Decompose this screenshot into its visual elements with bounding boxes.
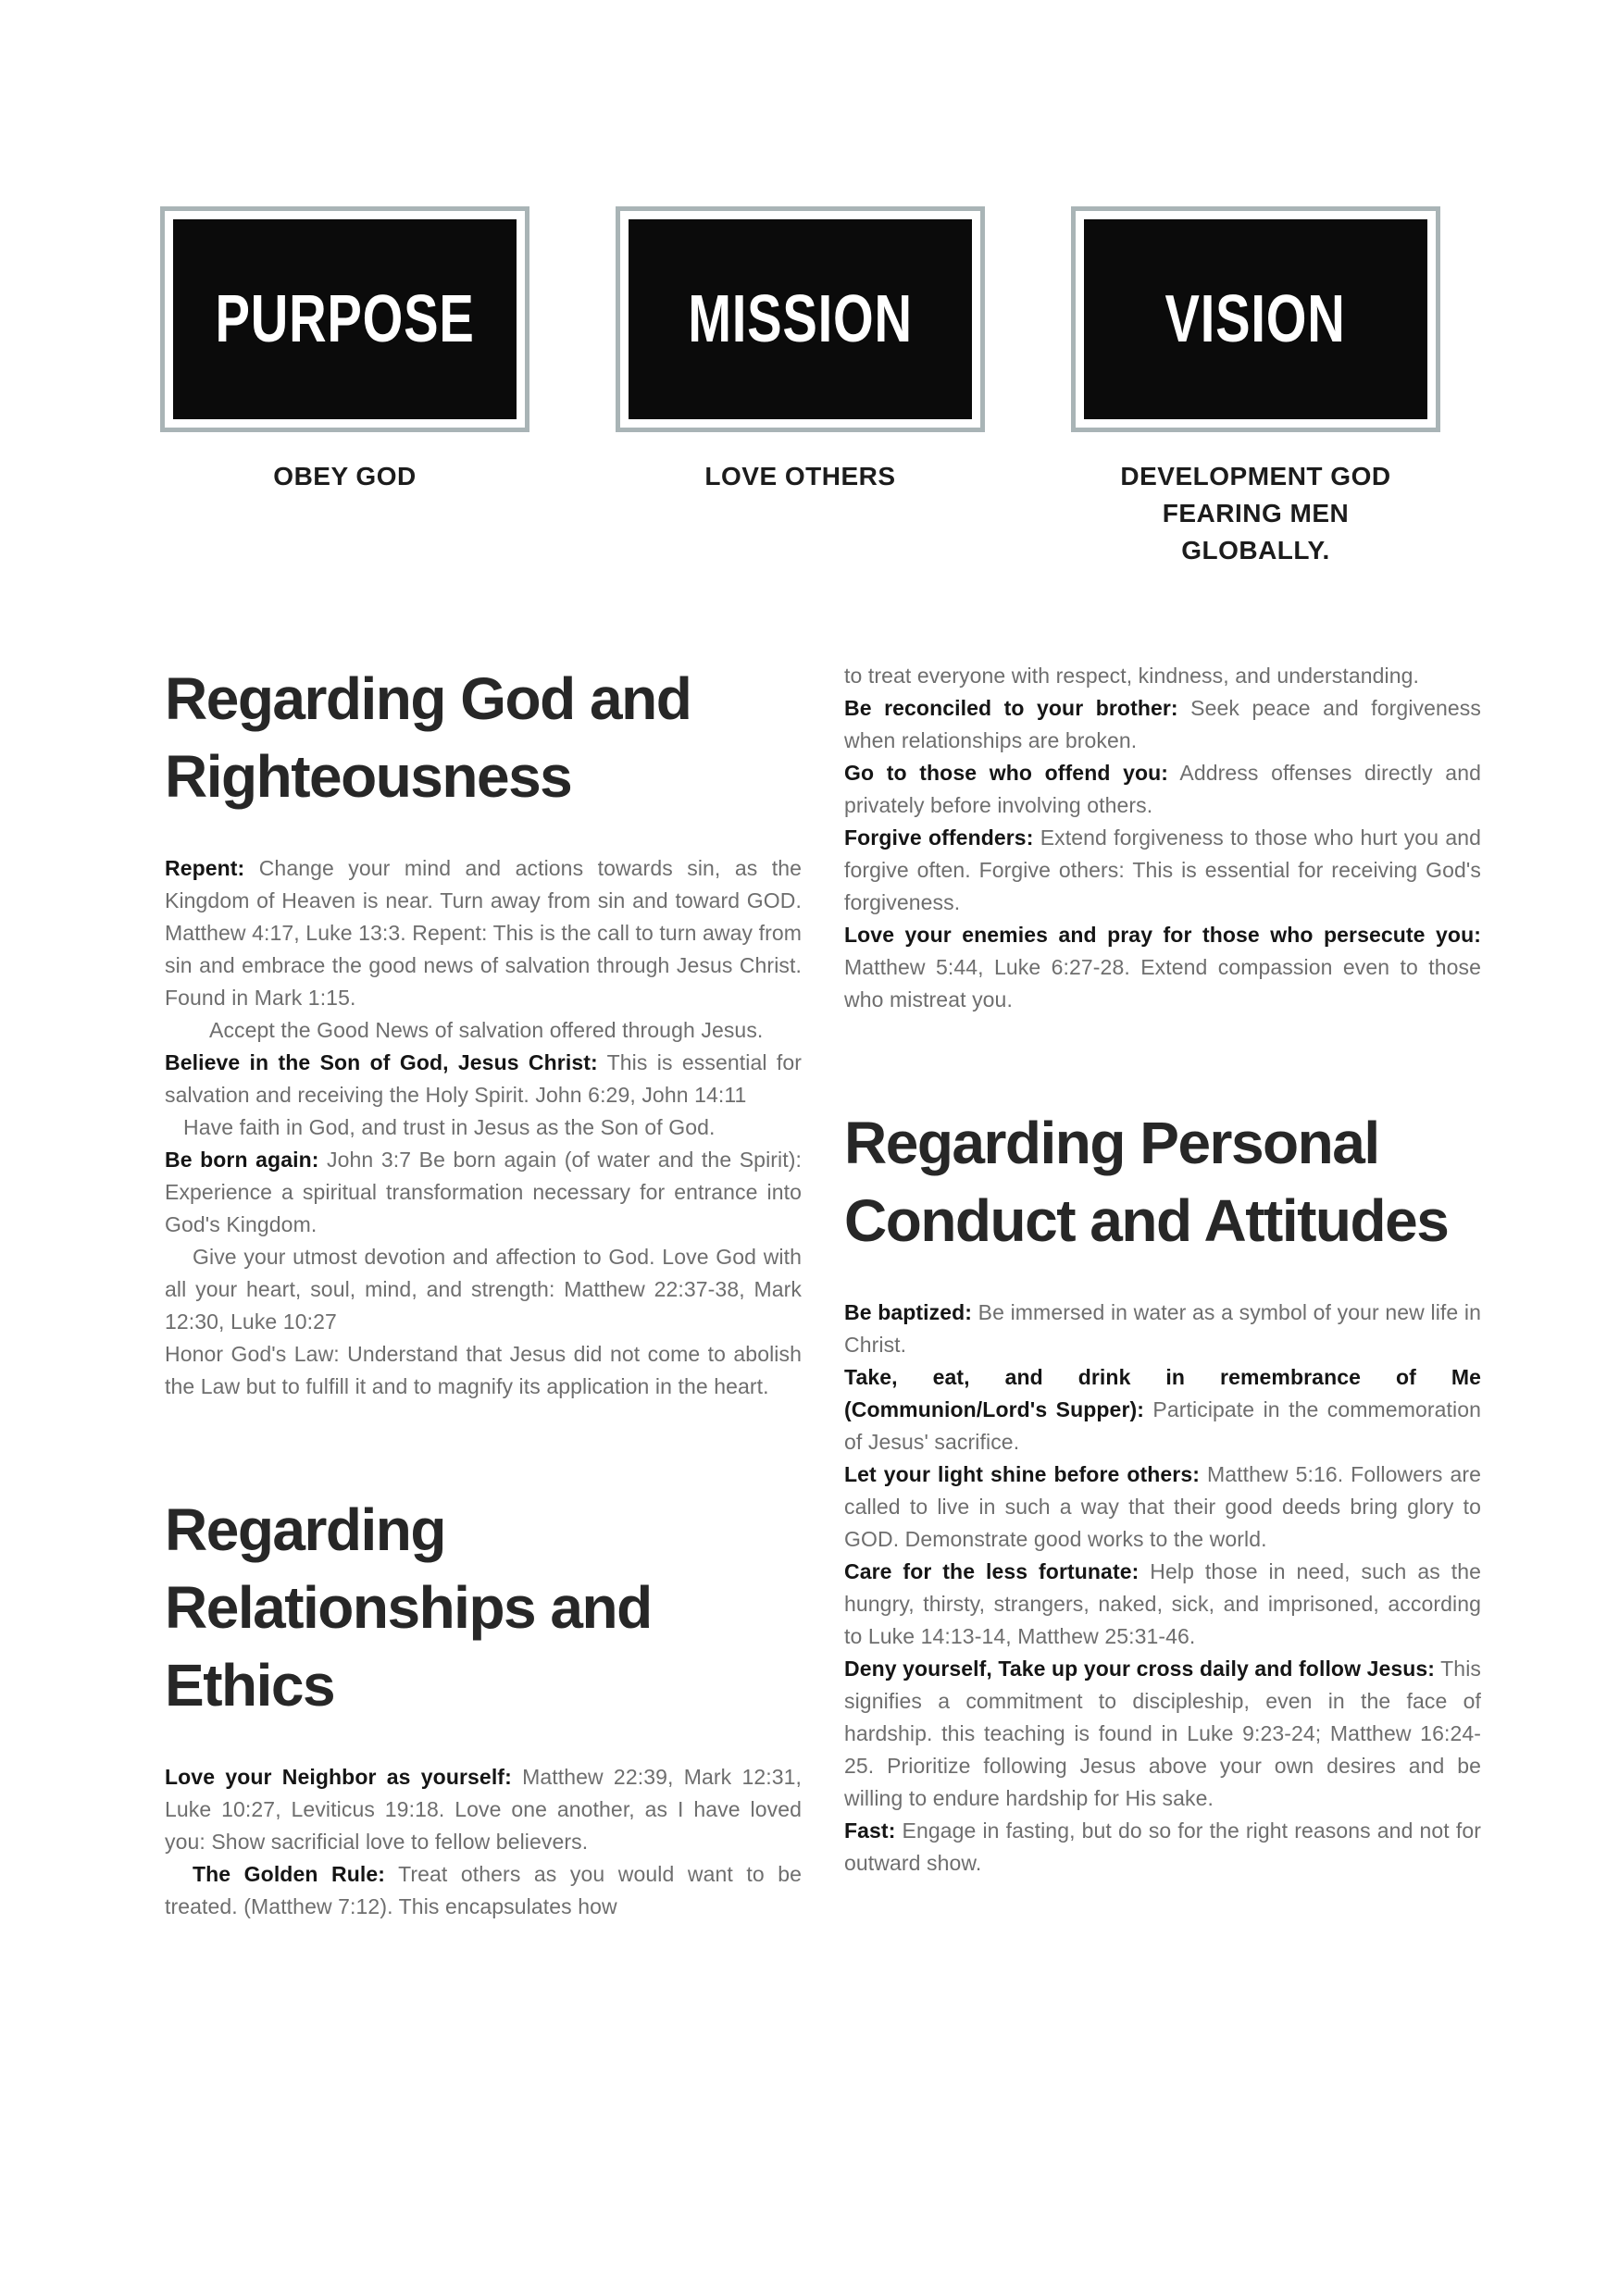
paragraph bbox=[844, 1653, 1481, 1815]
body-text: Extend forgiveness to those who hurt you and forgive often. Forgive others: This is essential for receiving God's forgiveness. bbox=[844, 825, 1481, 914]
body-text: Matthew 22:39, Mark 12:31, Luke 10:27, Leviticus 19:18. Love one another, as I have loved you: Show sacrificial love to fellow believers. bbox=[165, 1765, 802, 1854]
body-text: This signifies a commitment to discipleship, even in the face of hardship. this teaching is found in Luke 9:23-24; Matthew 16:24-25. Prioritize following Jesus above your own desires and be willing to endure hardship for His sake. bbox=[844, 1657, 1481, 1810]
bold-lead: Fast: bbox=[844, 1818, 896, 1843]
body-text: Have faith in God, and trust in Jesus as the Son of God. bbox=[183, 1115, 716, 1139]
body-text: Address offenses directly and privately before involving others. bbox=[844, 761, 1481, 817]
banner bbox=[160, 206, 1440, 432]
section-heading: Regarding God and Righteousness bbox=[165, 665, 691, 810]
purpose-box-fill bbox=[173, 219, 517, 419]
paragraph bbox=[844, 1361, 1481, 1458]
mission-caption: LOVE OTHERS bbox=[704, 462, 896, 490]
vision-box bbox=[1071, 206, 1440, 432]
paragraph bbox=[844, 660, 1481, 692]
paragraph bbox=[165, 1144, 802, 1241]
right-column bbox=[844, 660, 1481, 1880]
bold-lead: Go to those who offend you: bbox=[844, 761, 1169, 785]
body-text: Matthew 5:44, Luke 6:27-28. Extend compassion even to those who mistreat you. bbox=[844, 955, 1481, 1011]
vision-label: VISION bbox=[1164, 282, 1347, 356]
body-text: Change your mind and actions towards sin, as the Kingdom of Heaven is near. Turn away from sin and toward GOD. Matthew 4:17, Luke 13:3. Repent: This is the call to turn away from sin and embrace the good news of salvation through Jesus Christ. Found in Mark 1:15. bbox=[165, 856, 802, 1010]
mission-label: MISSION bbox=[688, 282, 913, 356]
bold-lead: Love your Neighbor as yourself: bbox=[165, 1765, 512, 1789]
vision-caption: DEVELOPMENT GOD FEARING MEN GLOBALLY. bbox=[1120, 462, 1391, 565]
section-heading: Regarding Personal Conduct and Attitudes bbox=[844, 1110, 1449, 1254]
purpose-caption: OBEY GOD bbox=[273, 462, 417, 490]
bold-lead: Repent: bbox=[165, 856, 245, 880]
bold-lead: Let your light shine before others: bbox=[844, 1462, 1201, 1486]
paragraph bbox=[165, 1014, 802, 1047]
body-text: Give your utmost devotion and affection to God. Love God with all your heart, soul, mind, and strength: Matthew 22:37-38, Mark 12:30, Luke 10:27 bbox=[165, 1245, 802, 1334]
bold-lead: Be born again: bbox=[165, 1148, 319, 1172]
paragraph bbox=[165, 852, 802, 1014]
paragraph bbox=[165, 1761, 802, 1858]
paragraph bbox=[165, 1241, 802, 1338]
mission-box bbox=[616, 206, 985, 432]
paragraph bbox=[844, 692, 1481, 757]
mission-box-fill bbox=[629, 219, 972, 419]
body-text: Participate in the commemoration of Jesus' sacrifice. bbox=[844, 1397, 1481, 1454]
purpose-box bbox=[160, 206, 529, 432]
body-text: This is essential for salvation and receiving the Holy Spirit. John 6:29, John 14:11 bbox=[165, 1050, 802, 1107]
bold-lead: Deny yourself, Take up your cross daily and follow Jesus: bbox=[844, 1657, 1436, 1681]
paragraph bbox=[844, 822, 1481, 919]
paragraph bbox=[844, 1297, 1481, 1361]
body-text: Help those in need, such as the hungry, thirsty, strangers, naked, sick, and imprisoned, according to Luke 14:13-14, Matthew 25:31-46. bbox=[844, 1559, 1482, 1648]
body-text: Treat others as you would want to be treated. (Matthew 7:12). This encapsulates how bbox=[165, 1862, 802, 1918]
paragraph bbox=[844, 1556, 1481, 1653]
body-text: Matthew 5:16. Followers are called to live in such a way that their good deeds bring glory to GOD. Demonstrate good works to the world. bbox=[844, 1462, 1481, 1551]
bold-lead: Take, eat, and drink in remembrance of Me (Communion/Lord's Supper): bbox=[844, 1365, 1481, 1421]
left-column bbox=[165, 660, 802, 1923]
bold-lead: The Golden Rule: bbox=[193, 1862, 385, 1886]
body-text: Be immersed in water as a symbol of your new life in Christ. bbox=[844, 1300, 1481, 1357]
paragraph bbox=[844, 1815, 1481, 1880]
purpose-label: PURPOSE bbox=[215, 282, 475, 356]
paragraph bbox=[844, 757, 1481, 822]
bold-lead: Love your enemies and pray for those who persecute you: bbox=[844, 923, 1481, 947]
bold-lead: Care for the less fortunate: bbox=[844, 1559, 1140, 1583]
paragraph bbox=[165, 1047, 802, 1111]
body-text: John 3:7 Be born again (of water and the Spirit): Experience a spiritual transformation necessary for entrance into God's Kingdom. bbox=[165, 1148, 802, 1236]
paragraph bbox=[165, 1338, 802, 1403]
bold-lead: Be baptized: bbox=[844, 1300, 973, 1324]
body-text: Honor God's Law: Understand that Jesus did not come to abolish the Law but to fulfill it and to magnify its application in the heart. bbox=[165, 1342, 802, 1398]
bold-lead: Believe in the Son of God, Jesus Christ: bbox=[165, 1050, 598, 1074]
body-text: to treat everyone with respect, kindness, and understanding. bbox=[844, 664, 1419, 688]
paragraph bbox=[165, 1858, 802, 1923]
bold-lead: Be reconciled to your brother: bbox=[844, 696, 1178, 720]
banner-captions bbox=[160, 458, 1440, 569]
bold-lead: Forgive offenders: bbox=[844, 825, 1034, 850]
paragraph bbox=[844, 1458, 1481, 1556]
paragraph bbox=[844, 919, 1481, 1016]
body-text: Accept the Good News of salvation offered through Jesus. bbox=[209, 1018, 764, 1042]
body-text: Seek peace and forgiveness when relationships are broken. bbox=[844, 696, 1481, 752]
vision-box-fill bbox=[1084, 219, 1427, 419]
body-text: Engage in fasting, but do so for the right reasons and not for outward show. bbox=[844, 1818, 1481, 1875]
section-heading: Regarding Relationships and Ethics bbox=[165, 1496, 652, 1719]
paragraph bbox=[165, 1111, 802, 1144]
